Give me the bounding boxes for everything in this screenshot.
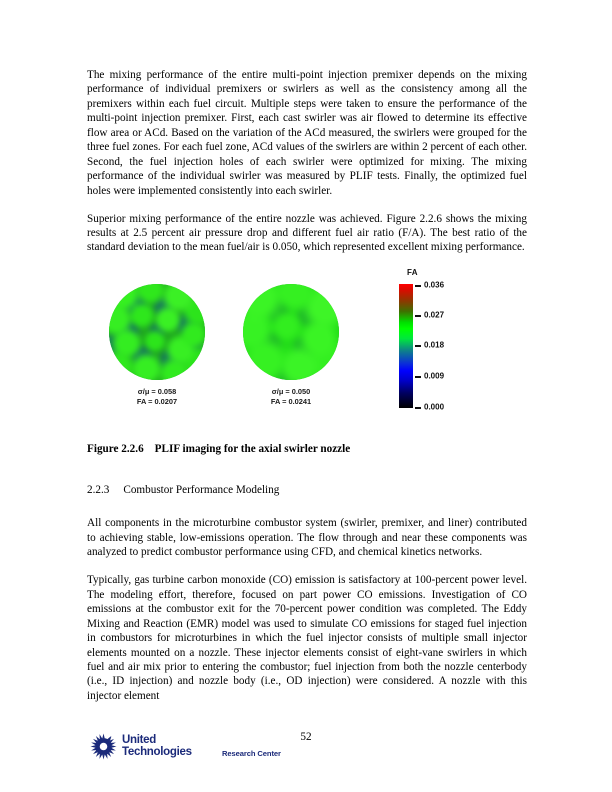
paragraph-superior-mixing: Superior mixing performance of the entire nozzle was achieved. Figure 2.2.6 shows the mixing results at 2.5 percent air pressure drop and different fuel air ratio (F/A). The best ratio of the standard deviation to the mean fuel/air is 0.050, which represented excellent mixing performance. xyxy=(87,212,527,254)
figure-caption xyxy=(87,443,527,455)
plif-fuel-distribution-left xyxy=(109,284,205,380)
figure-plif-imaging xyxy=(87,268,527,443)
logo-line-1: United xyxy=(122,734,156,746)
fa-value-left: FA = 0.0207 xyxy=(136,397,178,407)
colorbar-tick-2 xyxy=(415,345,421,347)
logo-line-2: Technologies xyxy=(122,745,192,758)
paragraph-all-components: All components in the microturbine combustor system (swirler, premixer, and liner) contributed to achieving stable, low-emissions operation. The flow through and near these components was analyzed to predict combustor performance using CFD, and chemical kinetics networks. xyxy=(87,517,527,559)
page-footer xyxy=(0,729,612,779)
colorbar-legend xyxy=(377,268,497,428)
section-title: Combustor Performance Modeling xyxy=(123,484,280,497)
colorbar-label-1: 0.027 xyxy=(424,310,445,320)
colorbar-gradient xyxy=(399,284,413,408)
colorbar-label-4: 0.000 xyxy=(424,402,445,412)
sigma-mu-value-right: σ/μ = 0.050 xyxy=(271,387,311,397)
colorbar-tick-3 xyxy=(415,376,421,378)
colorbar-title: FA xyxy=(407,268,418,278)
plif-image-right xyxy=(243,284,339,380)
logo-wordmark xyxy=(122,735,192,758)
colorbar-label-2: 0.018 xyxy=(424,340,445,350)
plif-image-left xyxy=(109,284,205,380)
figure-caption-text: PLIF imaging for the axial swirler nozzle xyxy=(154,443,351,456)
colorbar-label-3: 0.009 xyxy=(424,371,445,381)
colorbar-tick-1 xyxy=(415,315,421,317)
paragraph-co-emissions: Typically, gas turbine carbon monoxide (CO) emission is satisfactory at 100-percent power level. The modeling effort, therefore, focused on part power CO emissions. Investigation of CO emissions at the combustor exit for the 70-percent power condition was completed. The Eddy Mixing and Reaction (EMR) model was used to simulate CO emissions for staged fuel injection in combustors for microturbines in which the fuel injector consists of multiple small injector elements mounted on a nozzle. These injector elements consist of eight-vane swirlers in which fuel and air mix prior to entering the combustor; fuel injection from both the nozzle centerbody (i.e., ID injection) and nozzle body (i.e., OD injection) were considered. A nozzle with this injector element xyxy=(87,574,527,702)
section-number: 2.2.3 xyxy=(87,484,110,497)
colorbar-label-0: 0.036 xyxy=(424,280,445,290)
page-number: 52 xyxy=(300,731,312,743)
utc-sunburst-icon xyxy=(90,733,117,760)
figure-caption-number: Figure 2.2.6 xyxy=(87,443,144,456)
paragraph-intro-mixing-performance: The mixing performance of the entire multi-point injection premixer depends on the mixing performance of individual premixers or swirlers as well as the consistency among all the premixers within each fuel circuit. Multiple steps were taken to ensure the performance of the multi-point injection premixer. First, each cast swirler was air flowed to determine its effective flow area or ACd. Based on the variation of the ACd measured, the swirlers were grouped for the three fuel zones. For each fuel zone, ACd values of the swirlers are within 2 percent of each other. Second, the fuel injection holes of each swirler were optimized for mixing. The mixing performance of the individual swirler was measured by PLIF tests. Finally, the optimized fuel holes were implemented consistently into each swirler. xyxy=(87,69,527,197)
colorbar-tick-4 xyxy=(415,407,421,409)
plif-panel-right xyxy=(243,284,339,407)
colorbar-tick-0 xyxy=(415,285,421,287)
united-technologies-logo xyxy=(90,733,192,760)
page-content xyxy=(87,68,527,717)
section-heading-combustor-performance-modeling xyxy=(87,484,527,496)
plif-fuel-distribution-right xyxy=(243,284,339,380)
sigma-mu-value-left: σ/μ = 0.058 xyxy=(137,387,177,397)
plif-panel-left xyxy=(109,284,205,407)
plif-stats-right xyxy=(243,387,339,407)
fa-value-right: FA = 0.0241 xyxy=(270,397,312,407)
research-center-label: Research Center xyxy=(222,749,281,758)
plif-stats-left xyxy=(109,387,205,407)
